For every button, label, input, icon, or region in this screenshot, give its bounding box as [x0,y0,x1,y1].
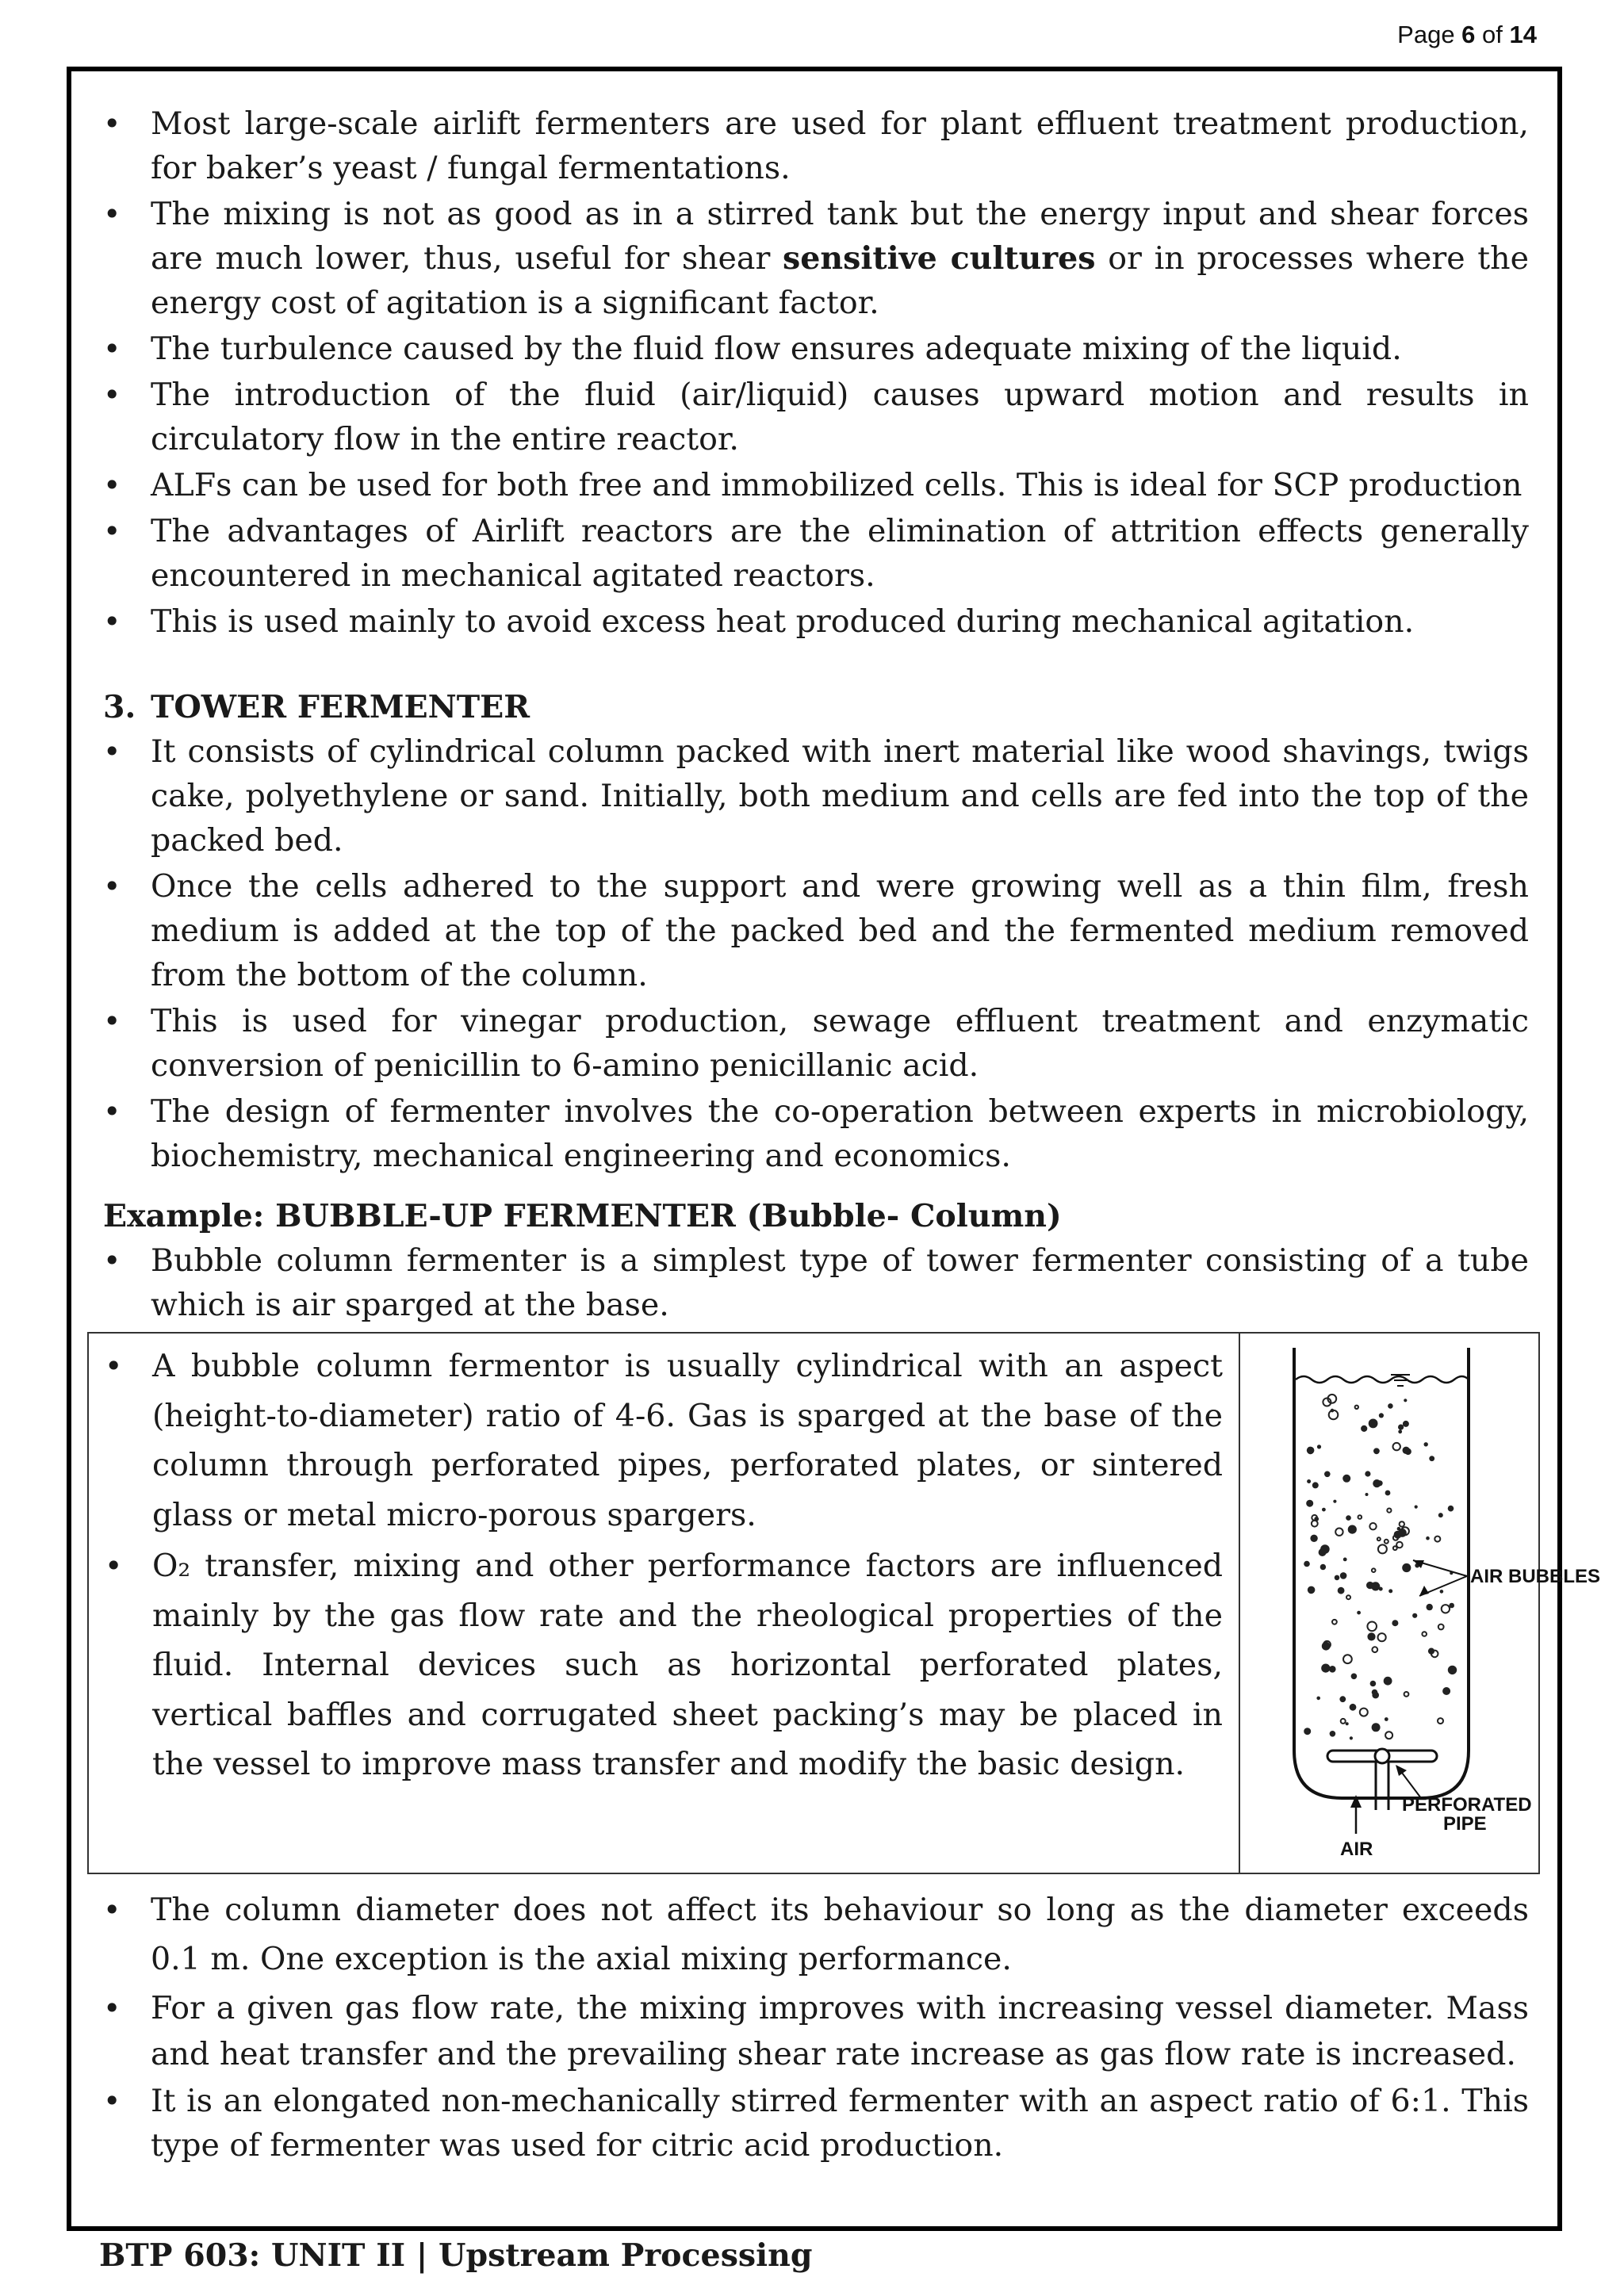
bubble [1365,1471,1370,1476]
bubble [1412,1613,1417,1618]
bubble [1403,1447,1410,1454]
bubble [1360,1709,1368,1716]
bubble [1369,1523,1376,1529]
list-item: • This is used mainly to avoid excess heat produced during mechanical agitation. [103,599,1529,644]
bubble [1442,1605,1450,1613]
bubble [1331,1409,1335,1413]
bubble [1398,1425,1404,1430]
bubble [1369,1419,1378,1429]
bubble [1367,1632,1375,1640]
bubble [1329,1666,1336,1673]
bubble [1335,1529,1342,1536]
bubble [1324,1471,1331,1478]
bubble [1339,1696,1346,1702]
bubble [1429,1456,1434,1461]
bubble [1317,1445,1321,1448]
bubble [1372,1723,1381,1732]
bubble [1448,1666,1457,1674]
label-perforated: PERFORATED [1402,1794,1532,1816]
bubble [1378,1544,1387,1553]
bubble [1322,1508,1326,1512]
example-intro-list [103,1238,1529,1327]
bubble [1335,1575,1340,1581]
bubble [1343,1655,1352,1663]
bubble [1424,1442,1428,1446]
vessel-right-wall [1413,1348,1469,1798]
bubble [1304,1561,1310,1567]
bubble [1438,1513,1443,1517]
after-box-bullet-list [103,1885,1529,2168]
bubble [1422,1632,1427,1636]
bubble [1351,1674,1358,1680]
bubble [1365,1493,1369,1496]
list-item: • It consists of cylindrical column packed with inert material like wood shavings, twigs cake, polyethylene or sand. Initially, both medium and cells are fed into the top of the packed bed. [103,729,1529,863]
liquid-surface [1296,1376,1469,1383]
bubble [1307,1479,1311,1483]
bubble [1370,1681,1377,1687]
bubble [1333,1500,1336,1503]
bubble [1438,1624,1444,1630]
bubble [1385,1717,1388,1721]
list-item: • The column diameter does not affect its behaviour so long as the diameter exceeds 0.1 m. One exception is the axial mixing performance. [103,1885,1529,1984]
bubble [1385,1540,1388,1544]
bubble [1404,1399,1407,1402]
bubbles-pointer-head-2 [1419,1586,1429,1596]
list-item: • The design of fermenter involves the co-operation between experts in microbiology, biochemistry, mechanical engineering and economics. [103,1089,1529,1178]
bubble [1312,1482,1319,1488]
bubble [1357,1611,1361,1615]
bubble [1322,1642,1331,1651]
bubble [1316,1697,1320,1701]
bubble [1373,1448,1380,1454]
bubble [1319,1548,1327,1556]
page-frame [67,67,1601,2231]
list-item: • Bubble column fermenter is a simplest type of tower fermenter consisting of a tube which is air sparged at the base. [103,1238,1529,1327]
bubble [1442,1687,1450,1695]
list-item: • The introduction of the fluid (air/liquid) causes upward motion and results in circulatory flow in the entire reactor. [103,373,1529,461]
bubble [1304,1728,1311,1735]
page-number: Page 6 of 14 [1397,21,1537,48]
bubble [1379,1413,1384,1418]
box-divider [1239,1334,1240,1873]
bubble [1307,1447,1315,1455]
bubble [1332,1620,1337,1624]
bubble [1346,1722,1349,1725]
box-text [105,1341,1223,1791]
bubble [1449,1603,1454,1609]
pipe-pointer-head [1396,1765,1407,1776]
bubble [1378,1633,1386,1641]
list-item: • The turbulence caused by the fluid flow ensures adequate mixing of the liquid. [103,327,1529,371]
bubble [1350,1736,1353,1739]
list-item: • A bubble column fermentor is usually cylindrical with an aspect (height-to-diameter) ratio of 4-6. Gas is sparged at the base of the column through perforated pipes, perforated plates, or sintered glass or metal micro-porous spargers. [105,1341,1223,1540]
list-item: • ALFs can be used for both free and immobilized cells. This is ideal for SCP production [103,463,1529,507]
vessel-left-wall [1294,1348,1413,1798]
page-content [103,101,1601,2169]
bubble [1367,1622,1377,1632]
list-item: • It is an elongated non-mechanically stirred fermenter with an aspect ratio of 6:1. This type of fermenter was used for citric acid production. [103,2079,1529,2168]
bubble [1341,1719,1346,1724]
label-air-bubbles: AIR BUBBLES [1470,1566,1601,1587]
bubble [1415,1506,1418,1509]
list-item: • Once the cells adhered to the support and were growing well as a thin film, fresh medium is added at the top of the packed bed and the fermented medium removed from the bottom of the column. [103,864,1529,997]
sparger-hub [1375,1749,1389,1763]
bubble [1355,1406,1358,1409]
section-heading-tower: 3. TOWER FERMENTER [103,689,530,725]
list-item: • For a given gas flow rate, the mixing improves with increasing vessel diameter. Mass and heat transfer and the prevailing shear rate increase as gas flow rate is increased. [103,1985,1529,2077]
tower-bullet-list [103,729,1529,1178]
bubble [1320,1564,1326,1570]
bubble [1434,1536,1440,1542]
box-bullet-list [105,1341,1223,1789]
example-heading: Example: BUBBLE-UP FERMENTER (Bubble- Column) [103,1198,1062,1234]
bubble [1388,1403,1393,1409]
bubble [1372,1689,1378,1696]
list-item: • The advantages of Airlift reactors are the elimination of attrition effects generally encountered in mechanical agitated reactors. [103,509,1529,598]
bubble [1377,1537,1381,1540]
bubble [1427,1604,1433,1610]
list-item: • Most large-scale airlift fermenters are used for plant effluent treatment production, for baker’s yeast / fungal fermentations. [103,101,1529,190]
bubble [1358,1515,1362,1519]
bubble [1308,1586,1316,1594]
bubble [1384,1677,1392,1686]
bubble [1372,1568,1376,1572]
list-item: • O₂ transfer, mixing and other performance factors are influenced mainly by the gas flow rate and the rheological properties of the fluid. Internal devices such as horizontal perforated plates, vertical baffles and corrugated sheet packing’s may be placed in the vessel to improve mass transfer and modify the basic design. [105,1541,1223,1789]
bubble [1342,1475,1350,1483]
bubble [1350,1704,1357,1711]
bubble [1312,1521,1318,1527]
bubble [1310,1535,1317,1542]
bubble [1404,1692,1409,1697]
bubble-column-diagram [1254,1338,1619,1868]
bubble [1306,1500,1313,1507]
bubble [1396,1542,1403,1548]
bubble [1448,1506,1454,1512]
bubble-column-box [87,1332,1601,1874]
bubble [1330,1731,1336,1737]
bubble [1392,1620,1398,1626]
list-item: • This is used for vinegar production, sewage effluent treatment and enzymatic conversion of penicillin to 6-amino penicillanic acid. [103,999,1529,1088]
bubble [1438,1718,1443,1724]
label-air: AIR [1340,1839,1373,1860]
bubble [1387,1509,1391,1513]
bubble [1388,1589,1392,1593]
bubble [1440,1590,1444,1594]
bubble [1343,1558,1347,1562]
bubble-column-figure [1254,1338,1619,1868]
bubble [1385,1732,1392,1739]
bubble [1340,1572,1347,1579]
bubble [1346,1595,1350,1599]
bubble [1426,1536,1430,1540]
bubble [1385,1490,1391,1496]
bubble [1346,1515,1351,1521]
label-pipe: PIPE [1443,1813,1487,1835]
bubble [1361,1425,1367,1432]
airlift-bullet-list [103,101,1529,644]
bubble [1372,1647,1377,1652]
bubble [1400,1521,1404,1526]
bubble [1338,1587,1345,1594]
bubble [1398,1429,1402,1433]
bubble [1403,1421,1409,1427]
bubble [1402,1563,1411,1572]
bubble [1373,1479,1381,1487]
bubble [1398,1529,1407,1537]
bubble [1321,1664,1330,1673]
footer: BTP 603: UNIT II | Upstream Processing [99,2237,813,2274]
list-item: • The mixing is not as good as in a stirred tank but the energy input and shear forces are much lower, thus, useful for shear sensitive cultures or in processes where the energy cost of agitation is a significant factor. [103,192,1529,325]
bubble [1348,1525,1357,1534]
bubble [1393,1443,1400,1450]
